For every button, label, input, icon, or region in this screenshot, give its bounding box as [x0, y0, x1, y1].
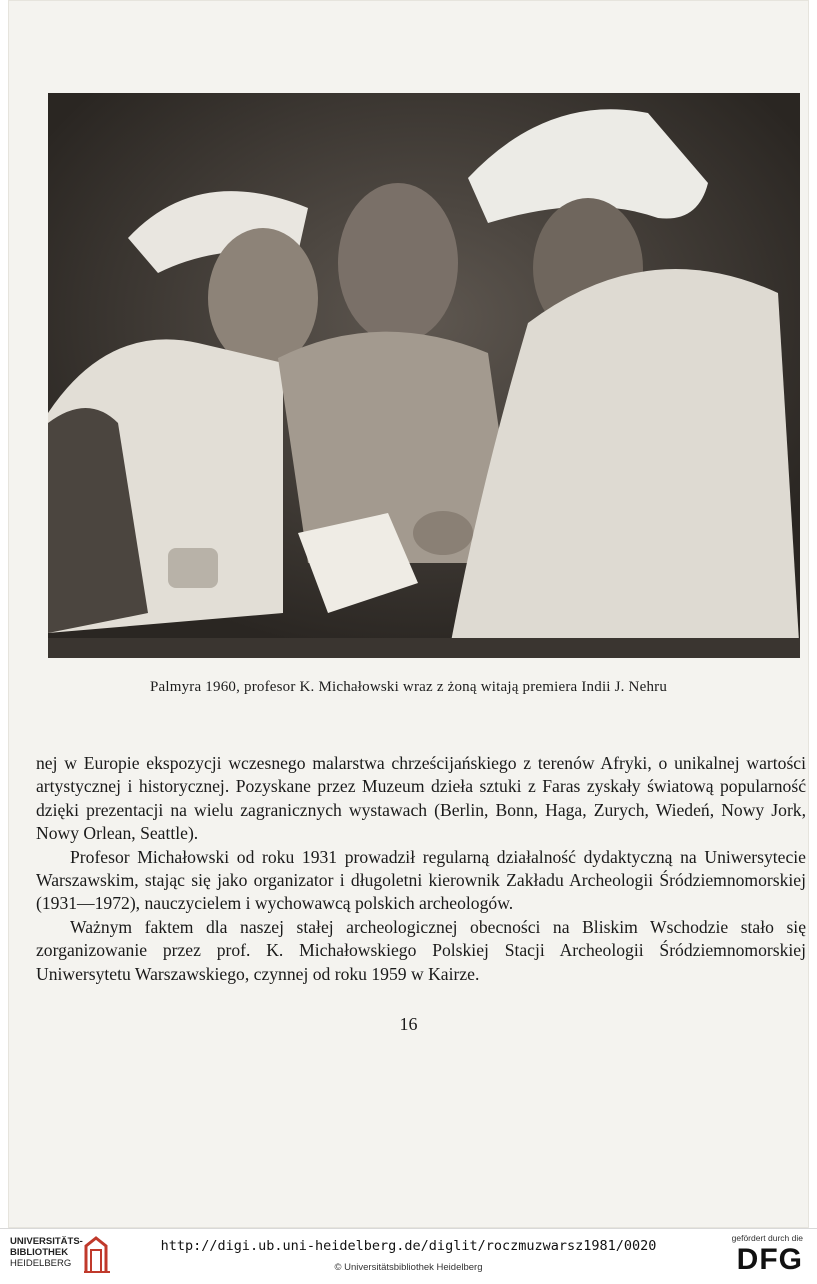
- photo-illustration: [48, 93, 800, 658]
- library-name-line: HEIDELBERG: [10, 1258, 72, 1269]
- historical-photograph: [48, 93, 800, 658]
- dfg-logo: DFG: [736, 1243, 803, 1276]
- scanned-page: [8, 0, 809, 1228]
- funded-by-label: gefördert durch die: [731, 1233, 803, 1243]
- paragraph: Profesor Michałowski od roku 1931 prowadził regularną działalność dydaktyczną na Uniwersytecie Warszawskim, stając się jako organizator i długoletni kierownik Zakładu Archeologii Śródziemnomorskiej (1931—1972), nauczycielem i wychowawcą polskich archeologów.: [36, 846, 806, 914]
- photo-caption: Palmyra 1960, profesor K. Michałowski wraz z żoną witają premiera Indii J. Nehru: [149, 679, 668, 695]
- page-number: 16: [399, 1014, 418, 1034]
- digital-library-link[interactable]: http://digi.ub.uni-heidelberg.de/diglit/roczmuzwarsz1981/0020: [160, 1238, 657, 1254]
- copyright-text: © Universitätsbibliothek Heidelberg: [334, 1262, 483, 1273]
- library-name-line: UNIVERSITÄTS-: [10, 1236, 83, 1247]
- footer-bar: [0, 1228, 817, 1284]
- paragraph: Ważnym faktem dla naszej stałej archeologicznej obecności na Bliskim Wschodzie stało się zorganizowanie przez prof. K. Michałowskiego Polskiej Stacji Archeologii Śródziemnomorskiej Uniwersytetu Warszawskiego, czynnej od roku 1959 w Kairze.: [36, 916, 806, 984]
- paragraph: nej w Europie ekspozycji wczesnego malarstwa chrześcijańskiego z terenów Afryki, o unikalnej wartości artystycznej i historycznej. Pozyskane przez Muzeum dzieła sztuki z Faras zyskały światową popularność dzięki prezentacji na wielu zagranicznych wystawach (Berlin, Bonn, Haga, Zurych, Wiedeń, Nowy Jork, Nowy Orlean, Seattle).: [36, 753, 806, 844]
- body-text: [36, 752, 806, 986]
- library-name-line: BIBLIOTHEK: [10, 1247, 69, 1258]
